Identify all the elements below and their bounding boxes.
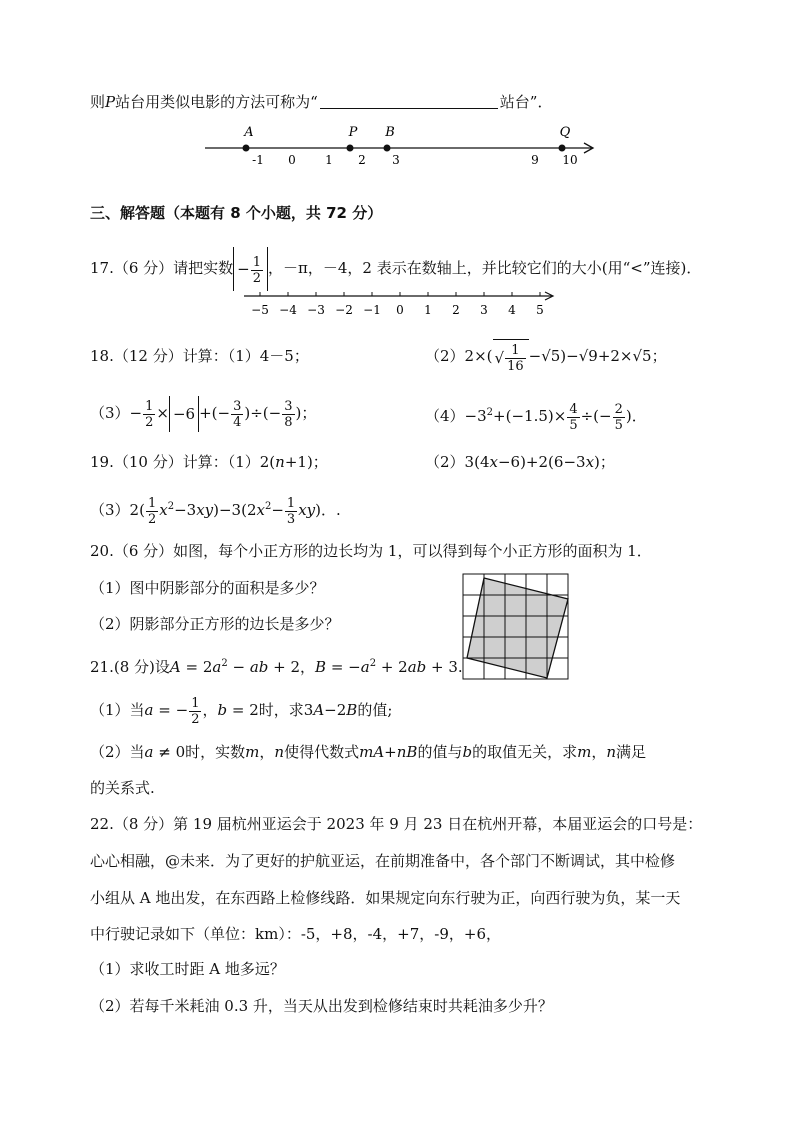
q17-abs (233, 247, 268, 291)
nl1-point-dot (559, 145, 566, 152)
nl2-tick-label: −1 (363, 303, 381, 317)
nl2-tick-label: −5 (251, 303, 269, 317)
number-line-q17 (240, 288, 560, 322)
q18-part3: （3）− $\frac{1}{2}$ × −6 +(− $\frac{3}{4}$ )÷(− $\frac{3}{8}$ )； (90, 395, 316, 432)
q21-sub2-line2: 的关系式. (90, 779, 155, 797)
q21-sub1-c: 的值; (357, 701, 393, 719)
nl2-tick-label: 1 (424, 303, 432, 317)
grid-figure (462, 573, 572, 683)
nl1-point-dot (243, 145, 250, 152)
q21-sub2-a: （2）当 (90, 743, 145, 761)
nl1-point-dot (384, 145, 391, 152)
nl1-tick-label: 9 (531, 153, 539, 167)
nl1-tick-label: 10 (562, 153, 578, 167)
q22-line2: 心心相融，@未来．为了更好的护航亚运，在前期准备中，各个部门不断调试，其中检修 (90, 852, 676, 870)
q17-frac-num: 1 (252, 254, 262, 270)
q20-sub2: （2）阴影部分正方形的边长是多少？ (90, 615, 340, 633)
intro-mid: 站台用类似电影的方法可称为“ (115, 93, 318, 111)
q19-part2: （2）3(4x−6)+2(6−3x)； (425, 453, 615, 471)
q19-p3-label: （3） (90, 501, 130, 519)
q22-line3: 小组从 A 地出发，在东西路上检修线路．如果规定向东行驶为正，向西行驶为负，某一天 (90, 889, 681, 907)
nl1-point-dot (347, 145, 354, 152)
q21-sub1-b: 时，求 (258, 701, 304, 719)
q21-sub2-f: 满足 (616, 743, 647, 761)
q19-p2-label: （2） (425, 453, 465, 471)
q22-sub1: （1）求收工时距 A 地多远？ (90, 960, 285, 978)
q21-sub2-b: 时，实数 (185, 743, 246, 761)
q18-part4: $(4)-3^2+(-1.5)\times$ $\frac{4}{5}$ ÷(− $\frac{2}{5}$ )． (425, 401, 647, 433)
nl2-tick-label: −2 (335, 303, 353, 317)
nl1-tick-label: -1 (252, 153, 264, 167)
shaded-square (467, 578, 568, 678)
q21-sub2: （2）当a ≠ 0时，实数m，n使得代数式mA+nB的值与b的取值无关，求m，n满足 (90, 743, 647, 761)
q18-head: 18.（12 分）计算：（1）4－5； (90, 347, 309, 365)
q18-p2-label: （2） (425, 347, 465, 365)
q20-sub1: （1）图中阴影部分的面积是多少？ (90, 579, 325, 597)
q21-sub2-e: 的取值无关，求 (472, 743, 578, 761)
q17-frac-den: 2 (252, 270, 262, 286)
q21-head-text: 21.(8 分)设 (90, 658, 170, 676)
intro-prefix: 则 (90, 93, 106, 111)
nl2-tick-label: −4 (279, 303, 297, 317)
q19-part3: （3）2( $\frac{1}{2}$ $x^2-3xy)-3(2x^2-$ $\frac{1}{3}$ xy)．. (90, 495, 341, 527)
nl2-tick-label: 2 (452, 303, 460, 317)
q20-head: 20.（6 分）如图，每个小正方形的边长均为 1，可以得到每个小正方形的面积为 1． (90, 542, 652, 560)
q19-head: 19.（10 分）计算：（1）2(n+1)； (90, 453, 328, 471)
q17-prompt: 17.（6 分）请把实数 (90, 259, 234, 277)
q17-rest: ，－π，－4，2 表示在数轴上，并比较它们的大小(用“<”连接)． (268, 259, 702, 277)
nl2-tick-label: 0 (396, 303, 404, 317)
q21-sub1: （1）当a = − $\frac{1}{2}$ ，b = 2时，求3A−2B的值; (90, 695, 393, 727)
nl1-tick-label: 3 (392, 153, 400, 167)
nl1-point-label: A (244, 125, 254, 140)
q22-line4: 中行驶记录如下（单位：km）：-5，+8，-4，+7，-9，+6， (90, 925, 501, 943)
nl2-tick-label: 5 (536, 303, 544, 317)
nl1-tick-label: 2 (358, 153, 366, 167)
nl1-tick-label: 1 (325, 153, 333, 167)
q18-part2: （2）2×( √ $\frac{1}{16}$ −√5)−√9+2×√5； (425, 338, 667, 376)
q21-head: 21.(8 分)设$A = 2a^2$ − ab + 2，$B = -a^2 + 2ab + 3$. (90, 658, 463, 676)
q21-sub2-c: 使得代数式 (284, 743, 360, 761)
var-p: P (105, 93, 116, 111)
q22-line1: 22.（8 分）第 19 届杭州亚运会于 2023 年 9 月 23 日在杭州开幕，本届亚运会的口号是： (90, 815, 703, 833)
nl1-point-label: B (385, 125, 395, 140)
intro-suffix: 站台”． (499, 93, 553, 111)
q18-p4-label: （4） (425, 407, 465, 425)
nl1-point-label: P (348, 125, 358, 140)
nl2-tick-label: 4 (508, 303, 516, 317)
nl2-tick-label: 3 (480, 303, 488, 317)
q18-sqrt-frac: √ $\frac{1}{16}$ (493, 339, 529, 376)
q19-head-text: 19.（10 分）计算：（1） (90, 453, 260, 471)
answer-blank[interactable] (320, 94, 498, 109)
q21-sub2-d: 的值与 (417, 743, 463, 761)
q18-p3-label: （3） (90, 404, 130, 422)
nl1-point-label: Q (559, 125, 571, 140)
section-title: 三、解答题（本题有 8 个小题，共 72 分） (90, 204, 383, 222)
nl1-tick-label: 0 (288, 153, 296, 167)
intro-line (90, 92, 552, 112)
q17-line (90, 246, 701, 291)
q22-sub2: （2）若每千米耗油 0.3 升，当天从出发到检修结束时共耗油多少升？ (90, 997, 553, 1015)
q17-minus: − (237, 260, 250, 278)
nl2-tick-label: −3 (307, 303, 325, 317)
number-line-stations (200, 122, 600, 172)
q21-sub1-a: （1）当 (90, 701, 145, 719)
